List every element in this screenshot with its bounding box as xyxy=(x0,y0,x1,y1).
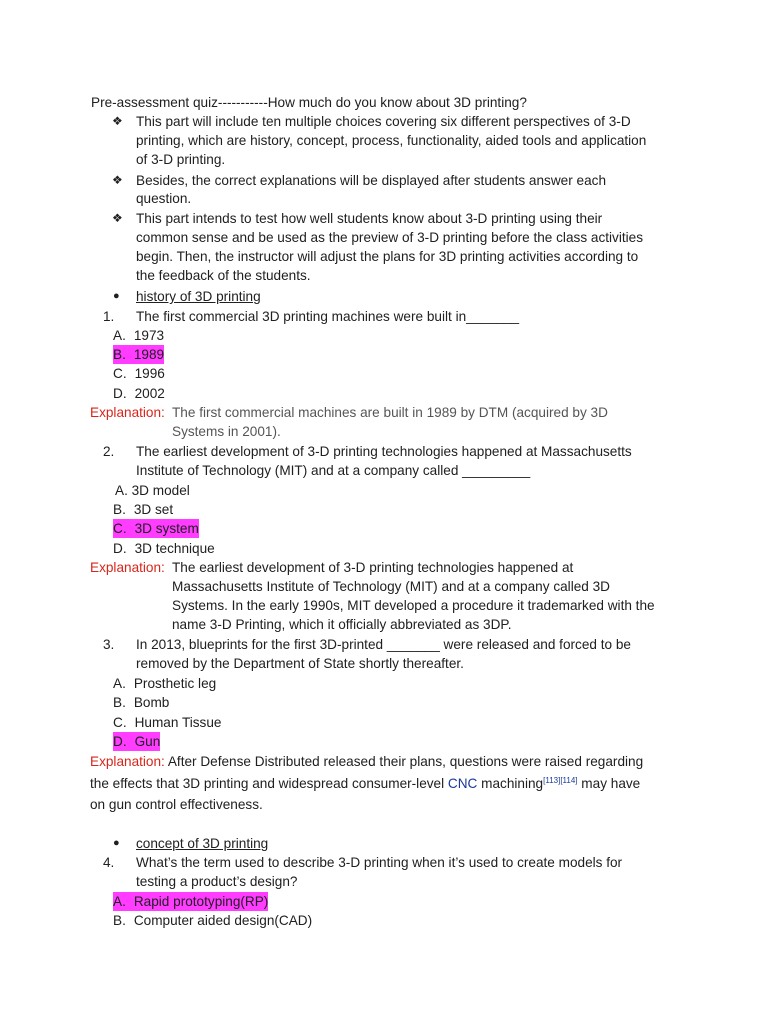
diamond-bullet-icon: ❖ xyxy=(112,211,123,225)
intro-bullet-1-line-3: of 3-D printing. xyxy=(136,152,226,167)
question-3-option-a: A. Prosthetic leg xyxy=(113,676,217,691)
question-1-text: The first commercial 3D printing machines were built in_______ xyxy=(136,309,520,324)
question-2-text-line-1: The earliest development of 3-D printing technologies happened at Massachusetts xyxy=(136,444,632,459)
question-3-text-line-2: removed by the Department of State shortly thereafter. xyxy=(136,656,464,671)
question-2-explanation-line-4: name 3-D Printing, which it officially abbreviated as 3DP. xyxy=(172,617,512,632)
diamond-bullet-icon: ❖ xyxy=(112,173,123,187)
section-heading-history: history of 3D printing xyxy=(136,289,261,304)
question-4-text-line-2: testing a product’s design? xyxy=(136,874,298,889)
cnc-link[interactable]: CNC xyxy=(447,776,478,791)
explanation-label: Explanation: xyxy=(90,405,165,420)
question-2-option-d: D. 3D technique xyxy=(113,541,215,556)
question-1-number: 1. xyxy=(103,309,115,324)
diamond-bullet-icon: ❖ xyxy=(112,114,123,128)
question-1-option-b-correct: B. 1989 xyxy=(113,347,165,362)
intro-bullet-3-line-3: begin. Then, the instructor will adjust the plans for 3D printing activities according to xyxy=(136,249,639,264)
question-4-text-line-1: What’s the term used to describe 3-D printing when it’s used to create models for xyxy=(136,855,623,870)
question-3-explanation-line-3: on gun control effectiveness. xyxy=(90,797,263,812)
dot-bullet-icon: ● xyxy=(113,290,120,302)
question-4-number: 4. xyxy=(103,855,115,870)
question-1-option-a: A. 1973 xyxy=(113,328,165,343)
question-3-number: 3. xyxy=(103,637,115,652)
question-2-explanation-line-1: The earliest development of 3-D printing technologies happened at xyxy=(172,560,574,575)
page-title: Pre-assessment quiz-----------How much do you know about 3D printing? xyxy=(91,95,527,110)
intro-bullet-1-line-2: printing, which are history, concept, process, functionality, aided tools and application xyxy=(136,133,647,148)
question-2-explanation-line-2: Massachusetts Institute of Technology (MIT) and at a company called 3D xyxy=(172,579,610,594)
question-2-number: 2. xyxy=(103,444,115,459)
question-2-option-c-correct: C. 3D system xyxy=(113,521,199,536)
question-3-explanation-line-1: Explanation: After Defense Distributed released their plans, questions were raised regarding xyxy=(90,754,644,769)
citation-link[interactable]: [113][114] xyxy=(543,776,578,785)
intro-bullet-1-line-1: This part will include ten multiple choices covering six different perspectives of 3-D xyxy=(136,114,631,129)
question-1-option-d: D. 2002 xyxy=(113,386,165,401)
question-3-explanation-line-2: the effects that 3D printing and widespread consumer-level CNC machining[113][114] may have xyxy=(90,776,641,791)
question-1-explanation-line-2: Systems in 2001). xyxy=(172,424,281,439)
question-4-option-b: B. Computer aided design(CAD) xyxy=(113,913,313,928)
explanation-label: Explanation: xyxy=(90,754,165,769)
question-1-explanation-line-1: The first commercial machines are built in 1989 by DTM (acquired by 3D xyxy=(172,405,608,420)
explanation-label: Explanation: xyxy=(90,560,165,575)
intro-bullet-2-line-2: question. xyxy=(136,191,192,206)
question-3-option-b: B. Bomb xyxy=(113,695,170,710)
question-3-text-line-1: In 2013, blueprints for the first 3D-printed _______ were released and forced to be xyxy=(136,637,631,652)
question-2-text-line-2: Institute of Technology (MIT) and at a company called _________ xyxy=(136,463,531,478)
question-4-option-a-correct: A. Rapid prototyping(RP) xyxy=(113,894,269,909)
section-heading-concept: concept of 3D printing xyxy=(136,836,269,851)
question-2-explanation-line-3: Systems. In the early 1990s, MIT developed a procedure it trademarked with the xyxy=(172,598,655,613)
question-3-option-d-correct: D. Gun xyxy=(113,734,161,749)
question-1-option-c: C. 1996 xyxy=(113,366,165,381)
intro-bullet-2-line-1: Besides, the correct explanations will be displayed after students answer each xyxy=(136,173,606,188)
question-2-option-a: A. 3D model xyxy=(115,483,190,498)
intro-bullet-3-line-4: the feedback of the students. xyxy=(136,268,311,283)
intro-bullet-3-line-2: common sense and be used as the preview of 3-D printing before the class activities xyxy=(136,230,644,245)
intro-bullet-3-line-1: This part intends to test how well students know about 3-D printing using their xyxy=(136,211,603,226)
question-3-option-c: C. Human Tissue xyxy=(113,715,222,730)
question-2-option-b: B. 3D set xyxy=(113,502,174,517)
dot-bullet-icon: ● xyxy=(113,837,120,849)
